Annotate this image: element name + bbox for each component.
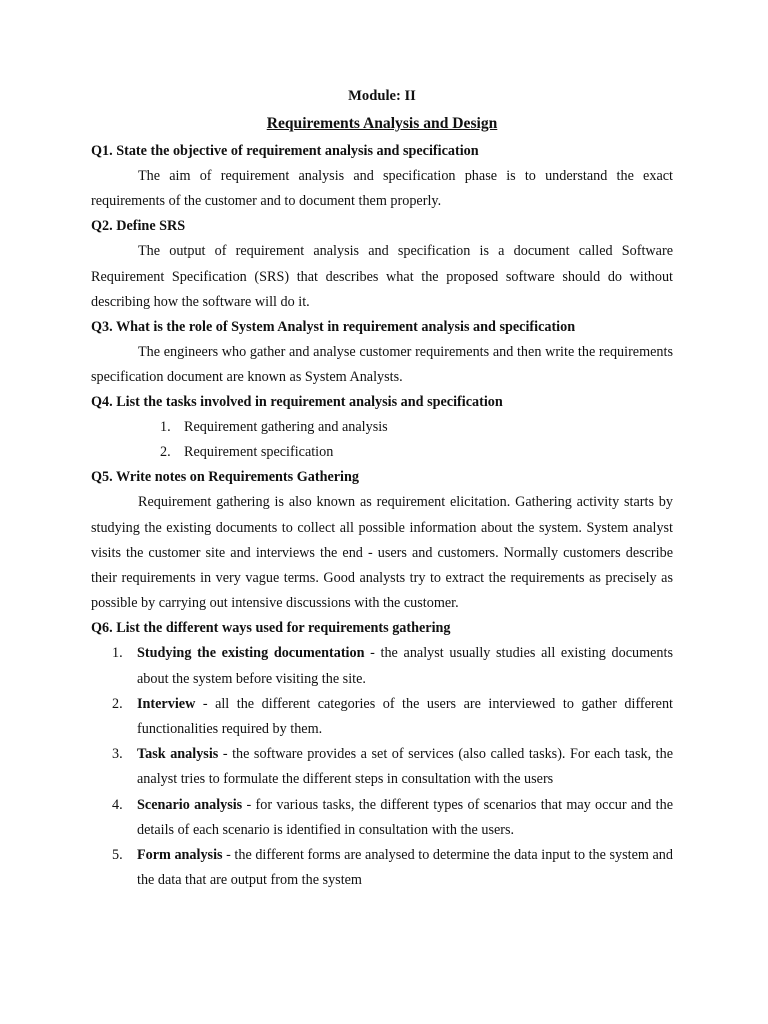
list-item-text: - the analyst usually studies all existing documents about the system before visiting the site. — [137, 645, 673, 687]
document-page — [91, 86, 673, 893]
list-item-text: - for various tasks, the different types of scenarios that may occur and the details of each scenario is identified in consultation with the users. — [137, 796, 673, 838]
list-item-term: Form analysis — [137, 847, 223, 864]
q2-answer: The output of requirement analysis and specification is a document called Software Requirement Specification (SRS) that describes what the proposed software should do without describing how the software will do it. — [91, 243, 673, 310]
list-item-number: 3. — [112, 746, 123, 763]
q5-heading: Q5. Write notes on Requirements Gathering — [91, 469, 359, 486]
list-item-term: Studying the existing documentation — [137, 645, 365, 662]
q6-method-list — [91, 641, 673, 893]
list-item-text: - the software provides a set of services (also called tasks). For each task, the analyst tries to formulate the different steps in consultation with the users — [137, 746, 674, 788]
list-item-text: Requirement gathering and analysis — [184, 419, 388, 436]
list-item — [91, 641, 673, 691]
module-label: Module: II — [348, 88, 416, 104]
list-item-number: 1. — [112, 645, 123, 662]
list-item-term: Task analysis — [137, 746, 219, 763]
q2-heading: Q2. Define SRS — [91, 218, 186, 235]
q4-task-list — [91, 415, 673, 465]
list-item-text: - all the different categories of the users are interviewed to gather different functionalities required by them. — [137, 695, 673, 738]
list-item-number: 1. — [160, 419, 171, 436]
list-item-number: 2. — [160, 444, 171, 461]
list-item — [91, 793, 673, 843]
list-item-number: 2. — [112, 695, 123, 712]
list-item — [91, 415, 673, 440]
list-item — [91, 742, 673, 792]
q3-answer: The engineers who gather and analyse customer requirements and then write the requirements specification document are known as System Analysts. — [91, 344, 673, 386]
list-item — [91, 692, 673, 742]
list-item-number: 4. — [112, 796, 123, 813]
list-item-term: Scenario analysis — [137, 796, 243, 813]
page-title: Requirements Analysis and Design — [266, 115, 498, 132]
list-item-term: Interview — [137, 695, 196, 712]
list-item-text: Requirement specification — [184, 444, 334, 461]
list-item — [91, 843, 673, 893]
q1-heading: Q1. State the objective of requirement analysis and specification — [91, 143, 479, 159]
q3-heading: Q3. What is the role of System Analyst in requirement analysis and specification — [91, 319, 576, 336]
list-item-number: 5. — [112, 847, 123, 864]
list-item — [91, 440, 673, 465]
q6-heading: Q6. List the different ways used for requirements gathering — [91, 620, 451, 637]
q4-heading: Q4. List the tasks involved in requirement analysis and specification — [91, 394, 503, 411]
q5-answer: Requirement gathering is also known as requirement elicitation. Gathering activity starts by studying the existing documents to collect all possible information about the system. System analyst visits the customer site and interviews the end - users and customers. Normally customers describe their requirements in very vague terms. Good analysts try to extract the requirements as precisely as possible by carrying out intensive discussions with the customer. — [91, 494, 673, 612]
list-item-text: - the different forms are analysed to determine the data input to the system and the data that are output from the system — [137, 847, 673, 889]
q1-answer: The aim of requirement analysis and specification phase is to understand the exact requirements of the customer and to document them properly. — [91, 168, 673, 210]
